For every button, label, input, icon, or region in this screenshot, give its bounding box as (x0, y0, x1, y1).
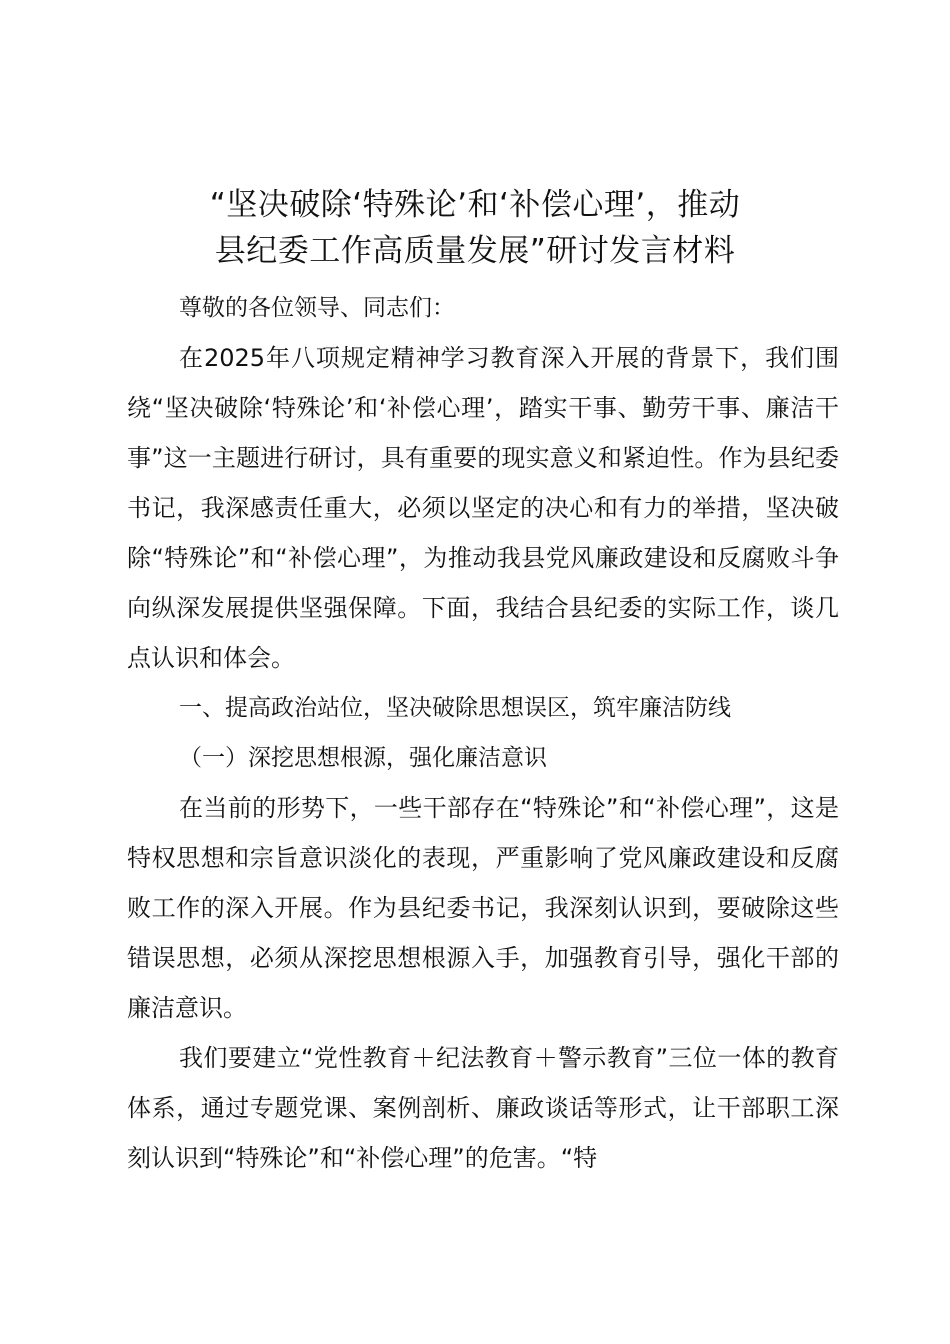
section-heading-1: 一、提高政治站位，坚决破除思想误区，筑牢廉洁防线 (179, 695, 731, 721)
title-line-1: “坚决破除‘特殊论’和‘补偿心理’，推动 (209, 187, 741, 223)
paragraph-3: 我们要建立“党性教育＋纪法教育＋警示教育”三位一体的教育体系，通过专题党课、案例剖析、廉政谈话等形式，让干部职工深刻认识到“特殊论”和“补偿心理”的危害。“特 (127, 1044, 839, 1172)
document-title (118, 182, 832, 274)
paragraph-intro: 在2025年八项规定精神学习教育深入开展的背景下，我们围绕“坚决破除‘特殊论’和‘补偿心理’，踏实干事、勤劳干事、廉洁干事”这一主题进行研讨，具有重要的现实意义和紧迫性。作为县纪委书记，我深感责任重大，必须以坚定的决心和有力的举措，坚决破除“特殊论”和“补偿心理”，为推动我县党风廉政建设和反腐败斗争向纵深发展提供坚强保障。下面，我结合县纪委的实际工作，谈几点认识和体会。 (127, 344, 839, 672)
subsection-heading-1: （一）深挖思想根源，强化廉洁意识 (179, 745, 547, 771)
document-body (127, 283, 839, 1183)
salutation: 尊敬的各位领导、同志们： (179, 295, 455, 321)
title-line-2: 县纪委工作高质量发展”研讨发言材料 (214, 233, 736, 269)
paragraph-2: 在当前的形势下，一些干部存在“特殊论”和“补偿心理”，这是特权思想和宗旨意识淡化的表现，严重影响了党风廉政建设和反腐败工作的深入开展。作为县纪委书记，我深刻认识到，要破除这些错误思想，必须从深挖思想根源入手，加强教育引导，强化干部的廉洁意识。 (127, 794, 839, 1022)
